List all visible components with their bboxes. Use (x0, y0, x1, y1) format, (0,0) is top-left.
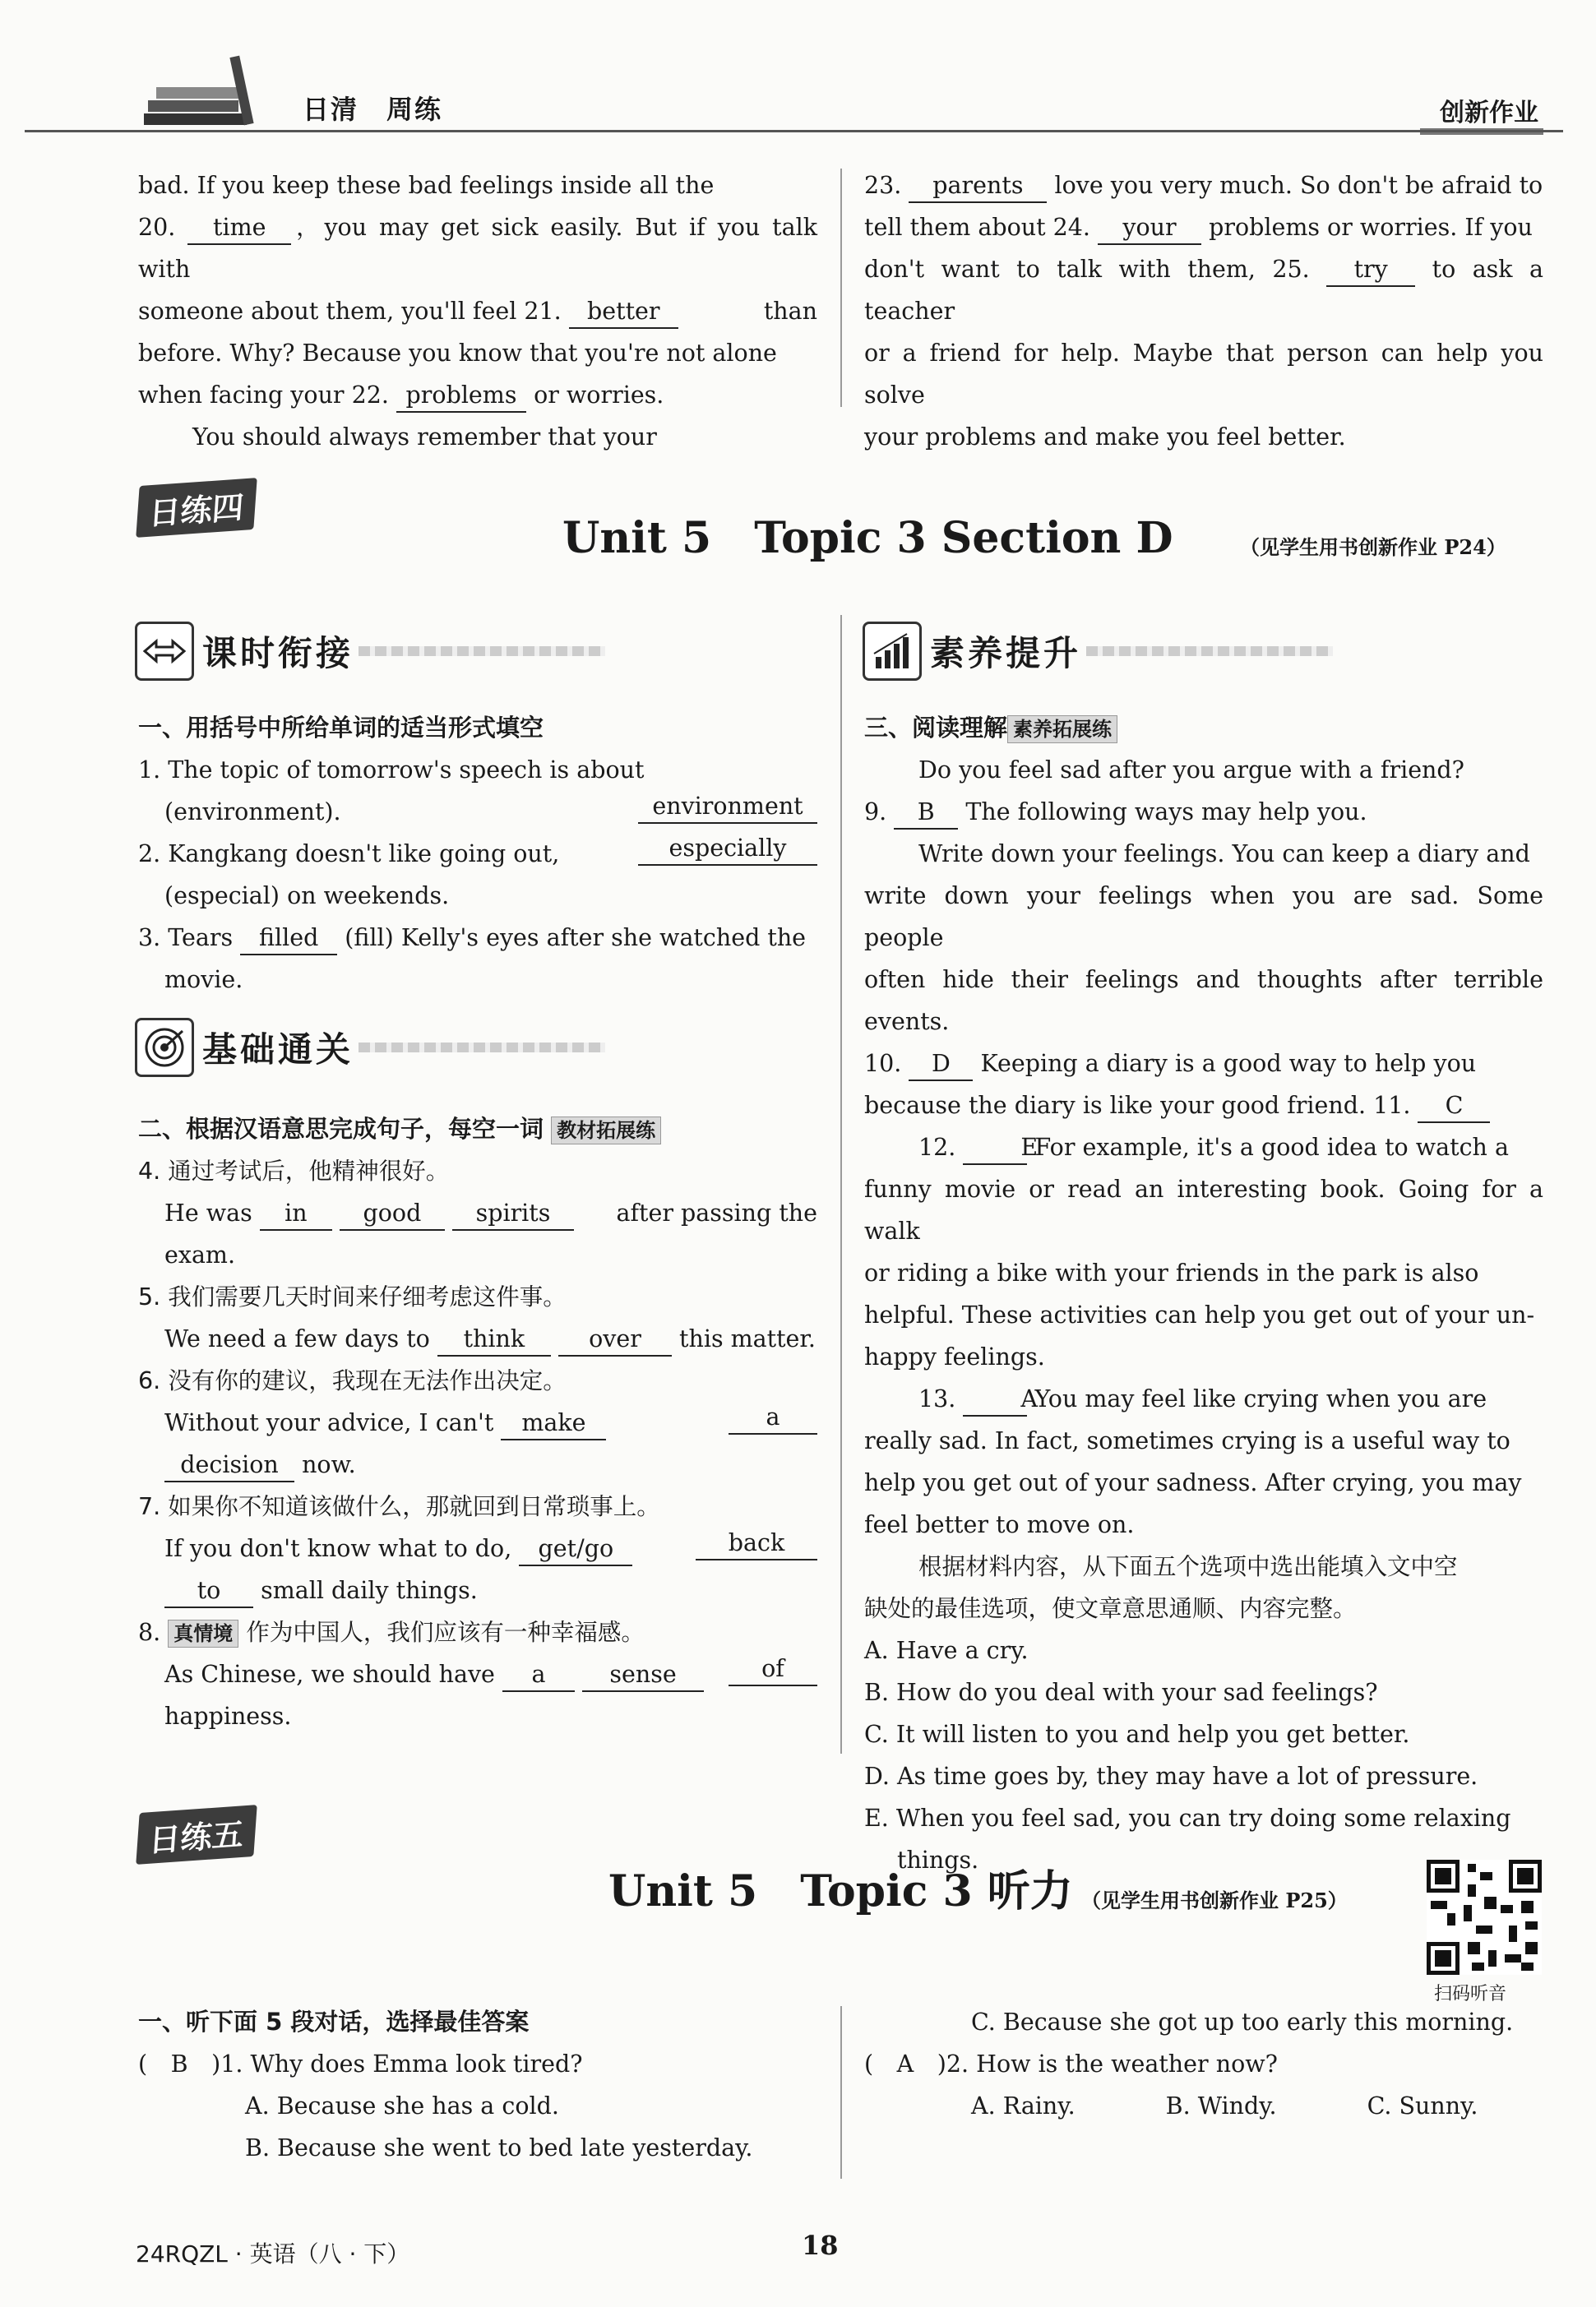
text: D (909, 1048, 973, 1081)
text: C (1418, 1090, 1490, 1123)
section-head-link (135, 622, 605, 681)
text: Tears (168, 924, 234, 951)
text: or a friend for help. Maybe that person can help you solve (864, 340, 1543, 409)
text: Kangkang doesn't like going out, (168, 840, 560, 867)
text: bad. If you keep these bad feelings inside all the (138, 172, 715, 199)
bar-chart-icon (863, 622, 922, 681)
answer-blank: environment (638, 791, 817, 824)
header-title: 日清 周练 (303, 94, 443, 125)
text: The topic of tomorrow's speech is about (168, 756, 645, 784)
text: 10. (864, 1050, 902, 1077)
text: You should always remember that your (192, 423, 657, 451)
section-head-literacy (863, 622, 1333, 681)
text: helpful. These activities can help you get out of your un- (864, 1301, 1535, 1329)
option: E. When you feel sad, you can try doing some relaxing (864, 1805, 1511, 1832)
text: 4. 通过考试后，他精神很好。 (138, 1158, 450, 1185)
text: write down your feelings when you are sad. Some people (864, 882, 1543, 951)
badge: 素养拓展练 (1007, 715, 1117, 743)
text: before. Why? Because you know that you're not alone (138, 340, 777, 367)
text: Keeping a diary is a good way to help you (980, 1050, 1477, 1077)
answer-blank: time (187, 212, 291, 245)
answer-blank: parents (909, 170, 1047, 203)
text: As Chinese, we should have (164, 1661, 495, 1688)
option: C. It will listen to you and help you get better. (864, 1721, 1410, 1748)
header-divider (25, 130, 1563, 132)
text: now. (302, 1451, 356, 1478)
text: this matter. (679, 1325, 816, 1352)
text: funny movie or read an interesting book. Going for a walk (864, 1176, 1543, 1245)
page-number: 18 (802, 2230, 839, 2261)
text: or worries. (534, 381, 664, 409)
text: over (558, 1324, 672, 1357)
section-head-basic (135, 1018, 605, 1077)
text: tell them about 24. (864, 214, 1090, 241)
column-divider (840, 169, 842, 407)
text: 20. (138, 214, 176, 241)
left-column-2: 二、根据汉语意思完成句子，每空一词 教材拓展练 4. 通过考试后，他精神很好。 He was in good spirits after passing the exam. 5. 我们需要几天时间来仔细考虑这件事。 We need a few days to think over this matter. 6. 没有你的建议，我现在无法作出决定。 Without your advice, I can't make a decision now. 7. 如果你不知道该做什么，那就回到日常琐事上。 If you don't know what to do, get/go back to small daily things. 8. 真情境 作为中国人，我们应该有一种幸福感。 As Chinese, we should have a sense of happiness. (138, 1108, 817, 1737)
text: a (502, 1659, 575, 1692)
text: 13. (918, 1385, 956, 1412)
text: A (896, 2050, 914, 2078)
text: because the diary is like your good friend. 11. (864, 1092, 1411, 1119)
unit-title: Unit 5 Topic 3 听力 (608, 1866, 1073, 1916)
text: someone about them, you'll feel 21. (138, 298, 562, 325)
text: of (729, 1653, 817, 1686)
text: 一、听下面 5 段对话，选择最佳答案 (138, 2008, 530, 2036)
text: 缺处的最佳选项，使文章意思通顺、内容完整。 (864, 1595, 1357, 1622)
text: or riding a bike with your friends in the park is also (864, 1260, 1479, 1287)
listening-left: 一、听下面 5 段对话，选择最佳答案 ( B )1. Why does Emma look tired? A. Because she has a cold. B. Because she went to bed late yesterday. (138, 2001, 817, 2169)
text: than (763, 298, 817, 325)
text: problems or worries. If you (1209, 214, 1533, 241)
text: 23. (864, 172, 902, 199)
text: often hide their feelings and thoughts after terrible events. (864, 966, 1543, 1035)
text: )1. Why does Emma look tired? (211, 2050, 583, 2078)
text: in (260, 1198, 332, 1231)
text: For example, it's a good idea to watch a (1034, 1134, 1509, 1161)
text: 5. 我们需要几天时间来仔细考虑这件事。 (138, 1283, 567, 1311)
target-icon (135, 1018, 194, 1077)
answer-blank: your (1098, 212, 1201, 245)
text: We need a few days to (164, 1325, 430, 1352)
text: spirits (452, 1198, 574, 1231)
text: feel better to move on. (864, 1511, 1135, 1538)
answer-blank: especially (638, 833, 817, 866)
text: (fill) Kelly's eyes after she watched the (345, 924, 807, 951)
text: E (963, 1132, 1027, 1165)
text: happy feelings. (864, 1343, 1045, 1371)
text: Do you feel sad after you argue with a friend? (918, 756, 1464, 784)
text: after passing the (616, 1200, 817, 1227)
unit-title: Unit 5 Topic 3 Section D (562, 513, 1173, 563)
text: happiness. (164, 1703, 292, 1730)
text: good (340, 1198, 445, 1231)
left-column (138, 707, 817, 1001)
question-title: 一、用括号中所给单词的适当形式填空 (138, 714, 544, 742)
text: 12. (918, 1134, 956, 1161)
badge: 教材拓展练 (551, 1117, 661, 1144)
reference-note: （见学生用书创新作业 P25） (1081, 1889, 1348, 1912)
text: (environment). (164, 798, 341, 825)
option: D. As time goes by, they may have a lot of pressure. (864, 1763, 1478, 1790)
qr-code-icon[interactable] (1427, 1860, 1542, 1975)
text: If you don't know what to do, (164, 1535, 512, 1562)
text: 6. 没有你的建议，我现在无法作出决定。 (138, 1367, 567, 1394)
text: 基础通关 (202, 1029, 354, 1070)
text: get/go (519, 1533, 632, 1566)
text: Write down your feelings. You can keep a diary and (918, 840, 1530, 867)
text: things. (897, 1847, 979, 1874)
text: when facing your 22. (138, 381, 389, 409)
text: sense (582, 1659, 704, 1692)
text: 9. (864, 798, 887, 825)
text: 根据材料内容，从下面五个选项中选出能填入文中空 (918, 1553, 1458, 1580)
text: B (170, 2050, 188, 2078)
text: decision (164, 1449, 294, 1482)
text: 1. (138, 756, 161, 784)
answer-blank: try (1326, 254, 1415, 287)
text: help you get out of your sadness. After crying, you may (864, 1469, 1522, 1496)
books-logo-icon (140, 49, 271, 132)
text: a (729, 1402, 817, 1435)
option: A. Have a cry. (864, 1637, 1029, 1664)
section-tag: 日练四 (136, 478, 257, 538)
text: Without your advice, I can't (164, 1409, 494, 1436)
badge: 真情境 (168, 1620, 238, 1648)
text: He was (164, 1200, 252, 1227)
text: You may feel like crying when you are (1034, 1385, 1487, 1412)
text: C. Sunny. (1367, 2092, 1478, 2120)
text: your problems and make you feel better. (864, 423, 1346, 451)
text: B (894, 797, 958, 830)
text: love you very much. So don't be afraid to (1054, 172, 1543, 199)
text: really sad. In fact, sometimes crying is a useful way to (864, 1427, 1510, 1454)
text: B. Windy. (1165, 2092, 1277, 2120)
text: ，you may get sick easily. But if you talk with (138, 214, 817, 283)
text: think (437, 1324, 551, 1357)
text: A (963, 1384, 1027, 1417)
answer-blank: filled (240, 922, 337, 955)
qr-label: 扫码听音 (1434, 1984, 1507, 2004)
column-divider (840, 615, 842, 1754)
header-right-label: 创新作业 (1440, 99, 1538, 127)
text: movie. (164, 966, 243, 993)
text: 素养提升 (930, 633, 1082, 673)
text: 3. (138, 924, 161, 951)
section-tag: 日练五 (136, 1805, 257, 1865)
right-column (864, 707, 1543, 1881)
text: make (501, 1408, 606, 1440)
text: 二、根据汉语意思完成句子，每空一词 (138, 1115, 544, 1143)
text: 2. (138, 840, 161, 867)
answer-blank: better (569, 296, 678, 329)
text: A. Rainy. (971, 2092, 1076, 2120)
column-divider (840, 2006, 842, 2179)
passage-left (138, 164, 817, 458)
text: small daily things. (261, 1577, 478, 1604)
answer-blank: problems (396, 380, 526, 413)
text: to (164, 1575, 253, 1608)
text: back (696, 1528, 817, 1560)
text: C. Because she got up too early this morning. (971, 2009, 1514, 2036)
text: (especial) on weekends. (164, 882, 450, 909)
text: 作为中国人，我们应该有一种幸福感。 (246, 1619, 645, 1646)
text: don't want to talk with them, 25. (864, 256, 1310, 283)
text: 7. 如果你不知道该做什么，那就回到日常琐事上。 (138, 1493, 660, 1520)
reference-note: （见学生用书创新作业 P24） (1240, 535, 1506, 559)
text: B. Because she went to bed late yesterday. (245, 2134, 753, 2161)
text: to ask a teacher (864, 256, 1544, 325)
text: )2. How is the weather now? (937, 2050, 1278, 2078)
option: B. How do you deal with your sad feelings? (864, 1679, 1378, 1706)
text: 三、阅读理解 (864, 714, 1008, 742)
text: exam. (164, 1241, 236, 1269)
text: The following ways may help you. (965, 798, 1367, 825)
text: A. Because she has a cold. (245, 2092, 559, 2120)
footer-code: 24RQZL · 英语（八 · 下） (136, 2240, 410, 2268)
arrows-icon (135, 622, 194, 681)
listening-right: C. Because she got up too early this morning. ( A )2. How is the weather now? A. Rainy. B. Windy. C. Sunny. (864, 2001, 1543, 2127)
passage-right (864, 164, 1543, 458)
text: 课时衔接 (202, 633, 354, 673)
